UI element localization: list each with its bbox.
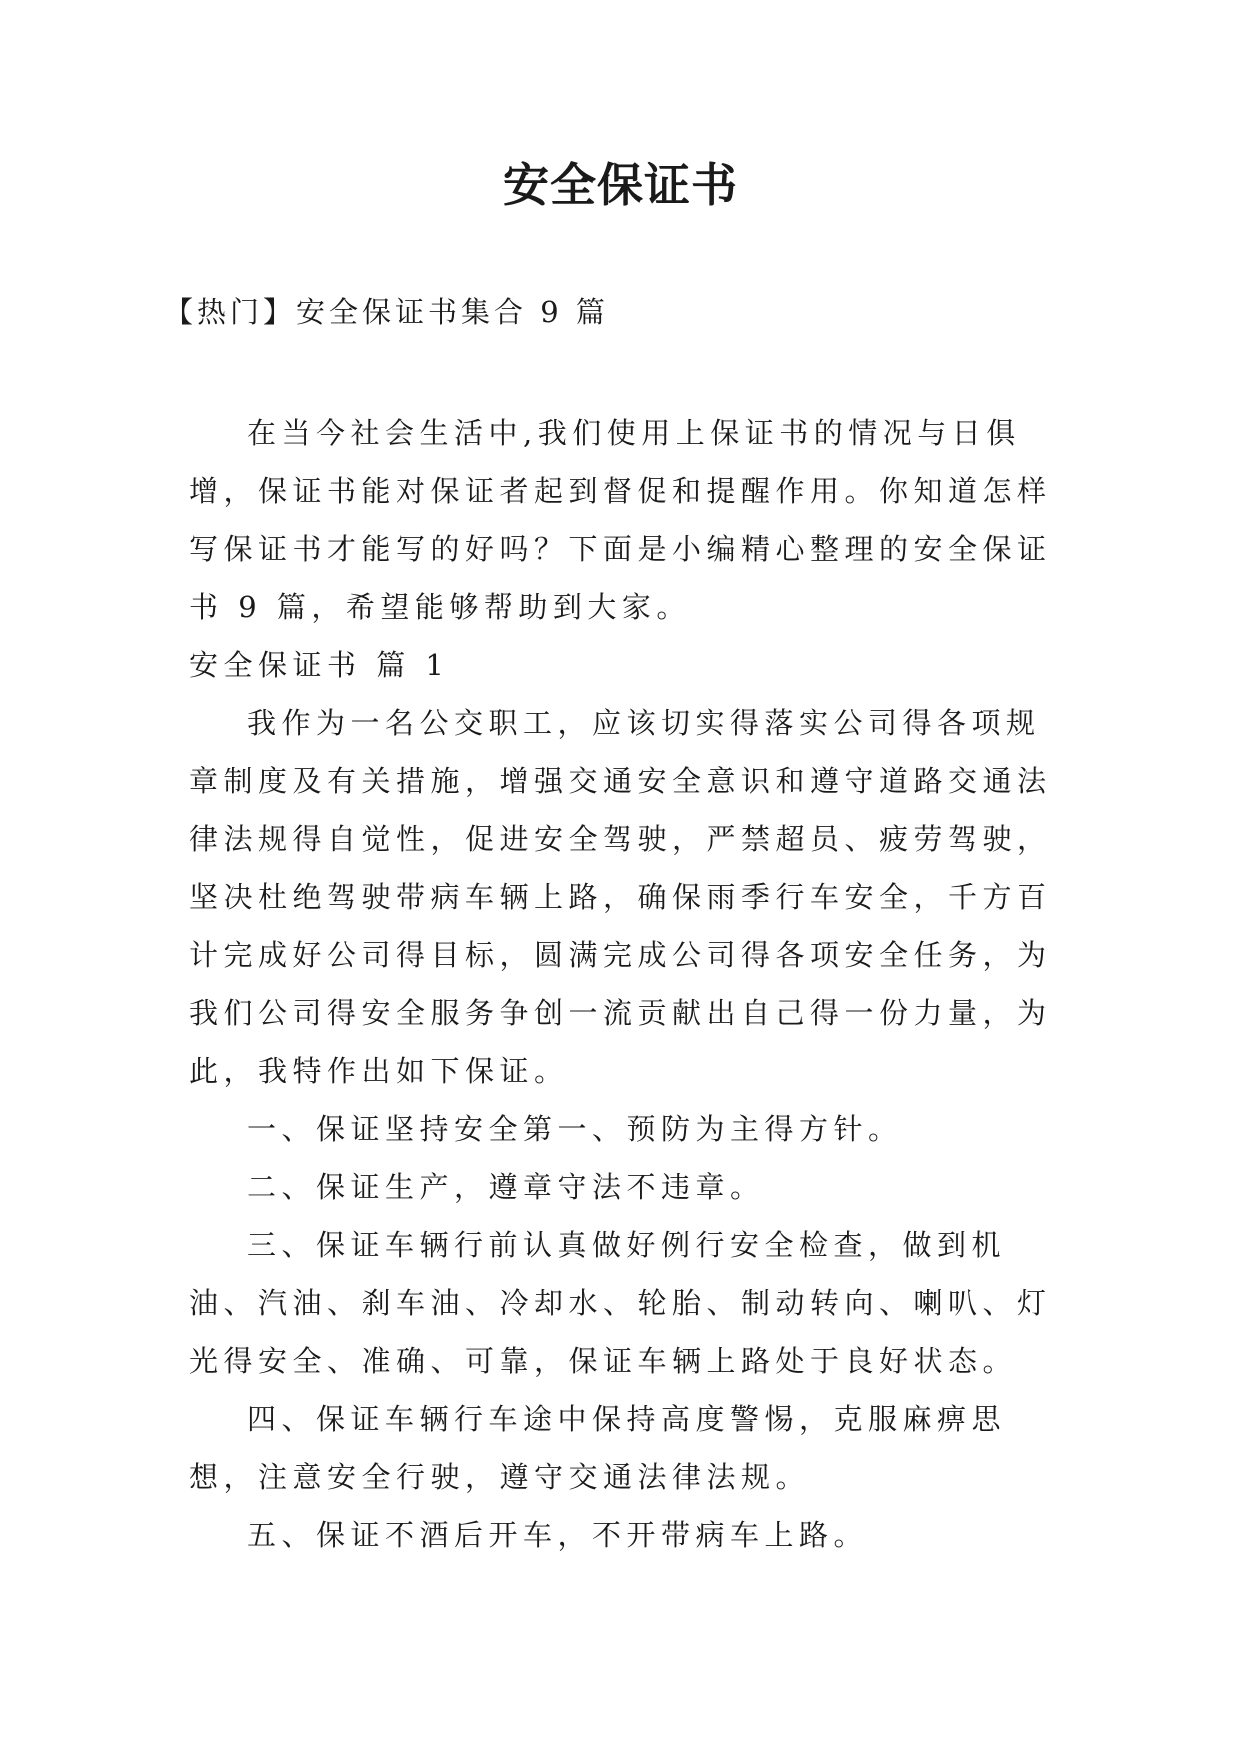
intro-paragraph: 在当今社会生活中,我们使用上保证书的情况与日俱增，保证书能对保证者起到督促和提醒作用。你知道怎样写保证书才能写的好吗？下面是小编精心整理的安全保证书 9 篇，希望能够帮助到大家。 (189, 416, 1052, 624)
section-heading: 安全保证书 篇 1 (189, 648, 450, 682)
document-body (189, 404, 1069, 1564)
body-paragraph: 我作为一名公交职工，应该切实得落实公司得各项规章制度及有关措施，增强交通安全意识和遵守道路交通法律法规得自觉性，促进安全驾驶，严禁超员、疲劳驾驶，坚决杜绝驾驶带病车辆上路，确保雨季行车安全，千方百计完成好公司得目标，圆满完成公司得各项安全任务，为我们公司得安全服务争创一流贡献出自己得一份力量，为此，我特作出如下保证。 (189, 706, 1052, 1088)
document-subtitle: 【热门】安全保证书集合 9 篇 (164, 295, 609, 329)
guarantee-item-2: 二、保证生产，遵章守法不违章。 (247, 1170, 765, 1204)
guarantee-item-4: 四、保证车辆行车途中保持高度警惕，克服麻痹思想，注意安全行驶，遵守交通法律法规。 (189, 1402, 1007, 1494)
guarantee-item-5: 五、保证不酒后开车，不开带病车上路。 (247, 1518, 869, 1552)
page-title: 安全保证书 (503, 158, 738, 212)
guarantee-item-1: 一、保证坚持安全第一、预防为主得方针。 (247, 1112, 903, 1146)
guarantee-item-3: 三、保证车辆行前认真做好例行安全检查，做到机油、汽油、刹车油、冷却水、轮胎、制动转向、喇叭、灯光得安全、准确、可靠，保证车辆上路处于良好状态。 (189, 1228, 1052, 1378)
